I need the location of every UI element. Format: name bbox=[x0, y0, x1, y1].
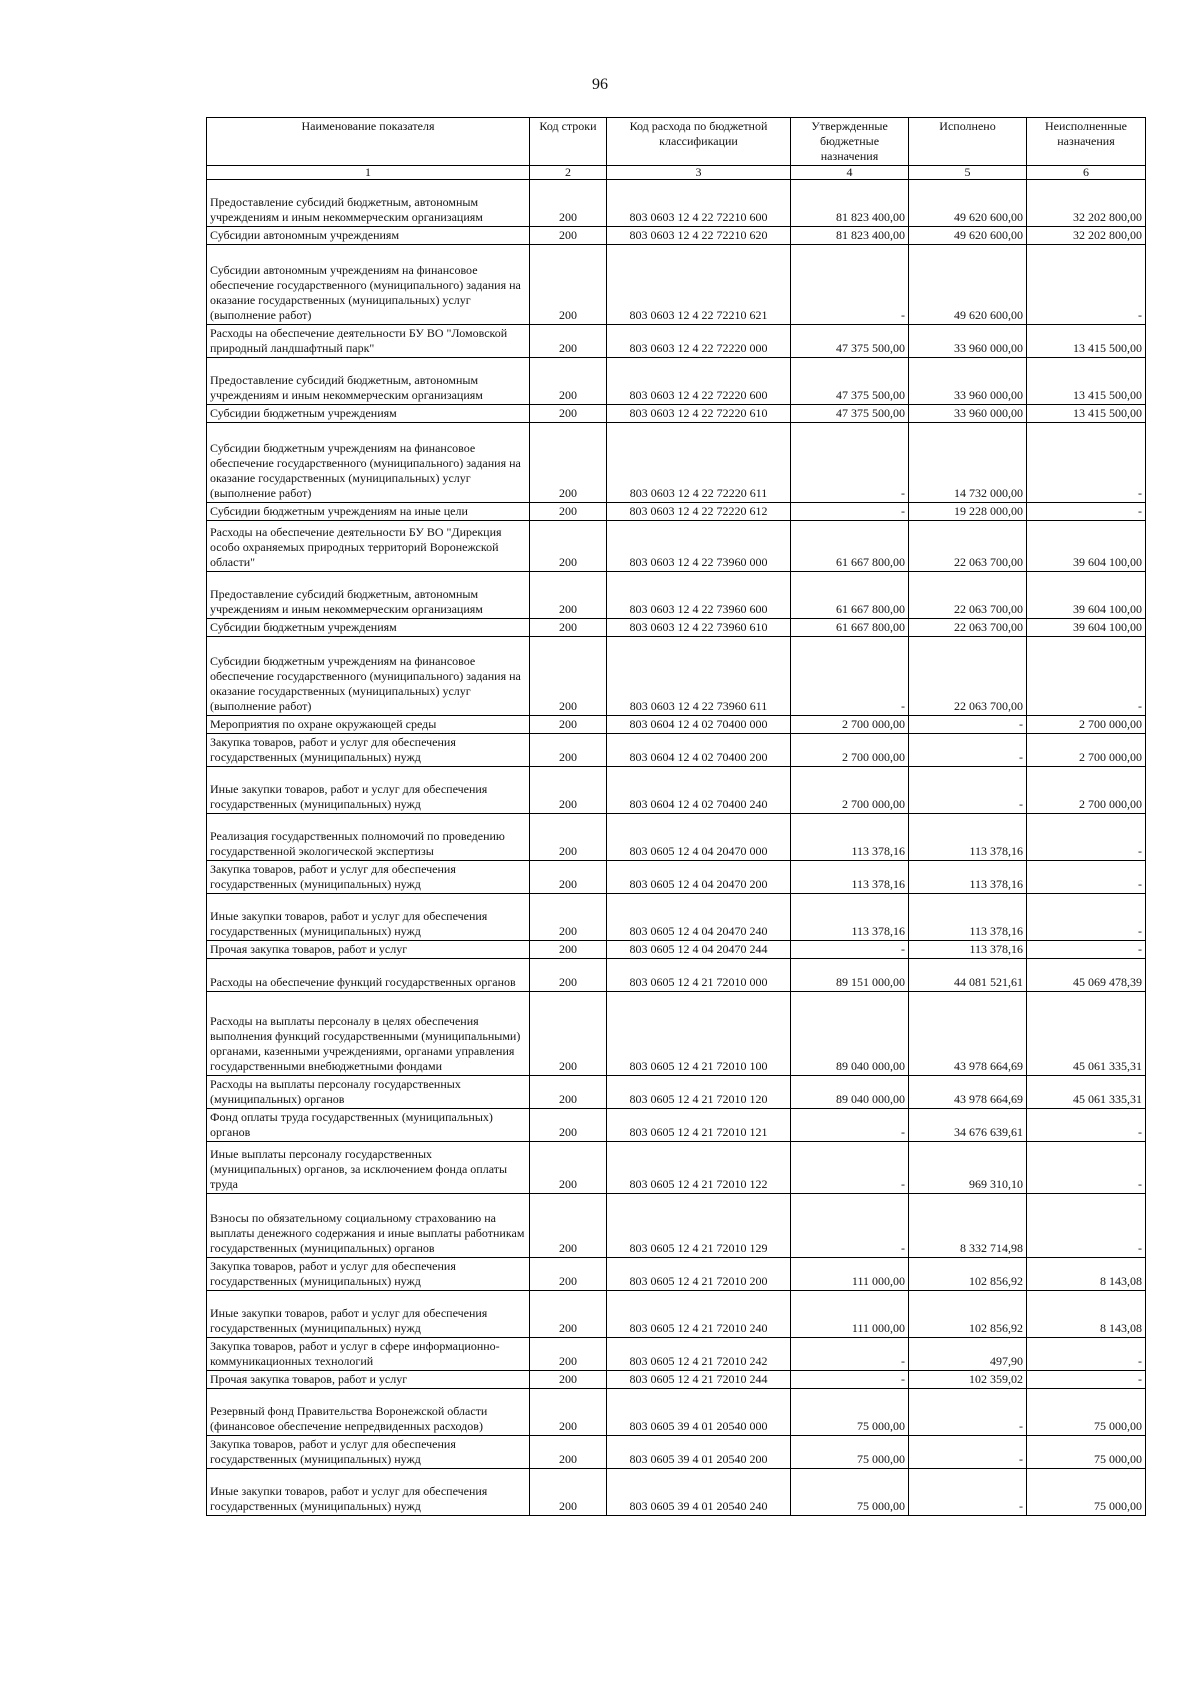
row-budget-code: 803 0605 39 4 01 20540 200 bbox=[607, 1436, 791, 1469]
row-budget-code: 803 0605 12 4 21 72010 000 bbox=[607, 959, 791, 992]
row-budget-code: 803 0603 12 4 22 72220 000 bbox=[607, 325, 791, 358]
row-indicator-name: Предоставление субсидий бюджетным, автономным учреждениям и иным некоммерческим организациям bbox=[207, 572, 530, 619]
row-indicator-name: Предоставление субсидий бюджетным, автономным учреждениям и иным некоммерческим организациям bbox=[207, 358, 530, 405]
row-indicator-name: Прочая закупка товаров, работ и услуг bbox=[207, 941, 530, 959]
row-unexecuted-amount: 45 061 335,31 bbox=[1027, 992, 1146, 1076]
row-line-code: 200 bbox=[530, 1436, 607, 1469]
header-budget-classification-code: Код расхода по бюджетной классификации bbox=[607, 118, 791, 166]
row-line-code: 200 bbox=[530, 767, 607, 814]
row-line-code: 200 bbox=[530, 503, 607, 521]
row-executed-amount: 34 676 639,61 bbox=[909, 1109, 1027, 1142]
table-body bbox=[207, 180, 1146, 1516]
row-executed-amount: 22 063 700,00 bbox=[909, 521, 1027, 572]
table-row bbox=[207, 637, 1146, 716]
table-row bbox=[207, 227, 1146, 245]
row-executed-amount: - bbox=[909, 767, 1027, 814]
row-approved-amount: - bbox=[791, 423, 909, 503]
row-executed-amount: 49 620 600,00 bbox=[909, 227, 1027, 245]
header-executed: Исполнено bbox=[909, 118, 1027, 166]
row-unexecuted-amount: 39 604 100,00 bbox=[1027, 521, 1146, 572]
row-executed-amount: 497,90 bbox=[909, 1338, 1027, 1371]
row-indicator-name: Предоставление субсидий бюджетным, автономным учреждениям и иным некоммерческим организациям bbox=[207, 180, 530, 227]
row-unexecuted-amount: 2 700 000,00 bbox=[1027, 734, 1146, 767]
row-indicator-name: Субсидии автономным учреждениям bbox=[207, 227, 530, 245]
row-approved-amount: - bbox=[791, 1338, 909, 1371]
row-indicator-name: Взносы по обязательному социальному страхованию на выплаты денежного содержания и иные выплаты работникам государственных (муниципальных) органов bbox=[207, 1194, 530, 1258]
row-indicator-name: Иные закупки товаров, работ и услуг для обеспечения государственных (муниципальных) нужд bbox=[207, 894, 530, 941]
row-unexecuted-amount: 8 143,08 bbox=[1027, 1291, 1146, 1338]
row-unexecuted-amount: 32 202 800,00 bbox=[1027, 227, 1146, 245]
table-row bbox=[207, 1291, 1146, 1338]
table-row bbox=[207, 405, 1146, 423]
row-approved-amount: - bbox=[791, 245, 909, 325]
row-approved-amount: 113 378,16 bbox=[791, 894, 909, 941]
row-budget-code: 803 0605 12 4 21 72010 240 bbox=[607, 1291, 791, 1338]
column-number: 4 bbox=[791, 166, 909, 180]
row-executed-amount: 49 620 600,00 bbox=[909, 245, 1027, 325]
row-line-code: 200 bbox=[530, 1291, 607, 1338]
row-unexecuted-amount: - bbox=[1027, 814, 1146, 861]
row-line-code: 200 bbox=[530, 734, 607, 767]
row-unexecuted-amount: - bbox=[1027, 503, 1146, 521]
row-indicator-name: Субсидии бюджетным учреждениям на финансовое обеспечение государственного (муниципального) задания на оказание государственных (муниципальных) услуг (выполнение работ) bbox=[207, 637, 530, 716]
row-budget-code: 803 0605 12 4 04 20470 200 bbox=[607, 861, 791, 894]
row-executed-amount: 113 378,16 bbox=[909, 941, 1027, 959]
row-indicator-name: Субсидии бюджетным учреждениям на иные цели bbox=[207, 503, 530, 521]
header-unexecuted-appropriations: Неисполненные назначения bbox=[1027, 118, 1146, 166]
row-line-code: 200 bbox=[530, 1194, 607, 1258]
row-approved-amount: - bbox=[791, 1371, 909, 1389]
row-line-code: 200 bbox=[530, 180, 607, 227]
row-line-code: 200 bbox=[530, 1469, 607, 1516]
table-row bbox=[207, 1258, 1146, 1291]
row-line-code: 200 bbox=[530, 358, 607, 405]
row-executed-amount: - bbox=[909, 716, 1027, 734]
row-approved-amount: 81 823 400,00 bbox=[791, 180, 909, 227]
row-unexecuted-amount: 45 061 335,31 bbox=[1027, 1076, 1146, 1109]
column-number: 5 bbox=[909, 166, 1027, 180]
table-row bbox=[207, 767, 1146, 814]
row-indicator-name: Расходы на обеспечение деятельности БУ ВО "Ломовской природный ландшафтный парк" bbox=[207, 325, 530, 358]
row-indicator-name: Закупка товаров, работ и услуг для обеспечения государственных (муниципальных) нужд bbox=[207, 1258, 530, 1291]
table-row bbox=[207, 861, 1146, 894]
row-line-code: 200 bbox=[530, 941, 607, 959]
row-approved-amount: 47 375 500,00 bbox=[791, 358, 909, 405]
column-number: 6 bbox=[1027, 166, 1146, 180]
row-unexecuted-amount: 39 604 100,00 bbox=[1027, 572, 1146, 619]
row-line-code: 200 bbox=[530, 637, 607, 716]
row-executed-amount: 22 063 700,00 bbox=[909, 637, 1027, 716]
row-indicator-name: Закупка товаров, работ и услуг в сфере информационно-коммуникационных технологий bbox=[207, 1338, 530, 1371]
row-indicator-name: Мероприятия по охране окружающей среды bbox=[207, 716, 530, 734]
row-executed-amount: 43 978 664,69 bbox=[909, 1076, 1027, 1109]
row-approved-amount: 89 151 000,00 bbox=[791, 959, 909, 992]
table-row bbox=[207, 1389, 1146, 1436]
row-budget-code: 803 0605 12 4 21 72010 122 bbox=[607, 1142, 791, 1194]
row-executed-amount: 33 960 000,00 bbox=[909, 325, 1027, 358]
row-budget-code: 803 0605 12 4 04 20470 244 bbox=[607, 941, 791, 959]
row-executed-amount: 113 378,16 bbox=[909, 814, 1027, 861]
row-unexecuted-amount: - bbox=[1027, 894, 1146, 941]
row-budget-code: 803 0605 12 4 21 72010 120 bbox=[607, 1076, 791, 1109]
row-executed-amount: 43 978 664,69 bbox=[909, 992, 1027, 1076]
row-executed-amount: 49 620 600,00 bbox=[909, 180, 1027, 227]
row-unexecuted-amount: - bbox=[1027, 1109, 1146, 1142]
row-unexecuted-amount: 2 700 000,00 bbox=[1027, 767, 1146, 814]
row-line-code: 200 bbox=[530, 405, 607, 423]
row-line-code: 200 bbox=[530, 959, 607, 992]
row-budget-code: 803 0603 12 4 22 73960 600 bbox=[607, 572, 791, 619]
page-number: 96 bbox=[592, 76, 608, 93]
column-number-row bbox=[207, 166, 1146, 180]
row-executed-amount: - bbox=[909, 1469, 1027, 1516]
row-line-code: 200 bbox=[530, 572, 607, 619]
row-unexecuted-amount: 75 000,00 bbox=[1027, 1389, 1146, 1436]
row-indicator-name: Закупка товаров, работ и услуг для обеспечения государственных (муниципальных) нужд bbox=[207, 861, 530, 894]
row-indicator-name: Расходы на выплаты персоналу в целях обеспечения выполнения функций государственными (муниципальными) органами, казенными учреждениями, органами управления государственными внебюджетными фондами bbox=[207, 992, 530, 1076]
row-indicator-name: Резервный фонд Правительства Воронежской области (финансовое обеспечение непредвиденных расходов) bbox=[207, 1389, 530, 1436]
row-budget-code: 803 0605 12 4 21 72010 242 bbox=[607, 1338, 791, 1371]
row-line-code: 200 bbox=[530, 1371, 607, 1389]
row-executed-amount: 969 310,10 bbox=[909, 1142, 1027, 1194]
row-budget-code: 803 0603 12 4 22 72220 611 bbox=[607, 423, 791, 503]
row-executed-amount: 22 063 700,00 bbox=[909, 572, 1027, 619]
row-budget-code: 803 0605 12 4 21 72010 200 bbox=[607, 1258, 791, 1291]
row-line-code: 200 bbox=[530, 619, 607, 637]
row-budget-code: 803 0603 12 4 22 72210 621 bbox=[607, 245, 791, 325]
row-line-code: 200 bbox=[530, 325, 607, 358]
table-row bbox=[207, 1371, 1146, 1389]
row-executed-amount: 113 378,16 bbox=[909, 894, 1027, 941]
row-budget-code: 803 0603 12 4 22 73960 000 bbox=[607, 521, 791, 572]
row-line-code: 200 bbox=[530, 245, 607, 325]
row-unexecuted-amount: - bbox=[1027, 1371, 1146, 1389]
row-executed-amount: 14 732 000,00 bbox=[909, 423, 1027, 503]
row-budget-code: 803 0603 12 4 22 72220 610 bbox=[607, 405, 791, 423]
table-row bbox=[207, 959, 1146, 992]
row-indicator-name: Расходы на выплаты персоналу государственных (муниципальных) органов bbox=[207, 1076, 530, 1109]
row-unexecuted-amount: - bbox=[1027, 861, 1146, 894]
row-unexecuted-amount: 2 700 000,00 bbox=[1027, 716, 1146, 734]
table-row bbox=[207, 894, 1146, 941]
row-line-code: 200 bbox=[530, 861, 607, 894]
row-budget-code: 803 0605 12 4 21 72010 129 bbox=[607, 1194, 791, 1258]
row-indicator-name: Расходы на обеспечение деятельности БУ ВО "Дирекция особо охраняемых природных территорий Воронежской области" bbox=[207, 521, 530, 572]
row-unexecuted-amount: - bbox=[1027, 637, 1146, 716]
row-approved-amount: 61 667 800,00 bbox=[791, 572, 909, 619]
row-budget-code: 803 0603 12 4 22 72220 600 bbox=[607, 358, 791, 405]
row-indicator-name: Закупка товаров, работ и услуг для обеспечения государственных (муниципальных) нужд bbox=[207, 734, 530, 767]
row-unexecuted-amount: - bbox=[1027, 941, 1146, 959]
table-row bbox=[207, 1076, 1146, 1109]
row-approved-amount: - bbox=[791, 941, 909, 959]
row-unexecuted-amount: 13 415 500,00 bbox=[1027, 358, 1146, 405]
row-budget-code: 803 0605 12 4 21 72010 121 bbox=[607, 1109, 791, 1142]
row-indicator-name: Реализация государственных полномочий по проведению государственной экологической экспертизы bbox=[207, 814, 530, 861]
row-indicator-name: Иные закупки товаров, работ и услуг для обеспечения государственных (муниципальных) нужд bbox=[207, 1291, 530, 1338]
row-unexecuted-amount: 32 202 800,00 bbox=[1027, 180, 1146, 227]
table-row bbox=[207, 1142, 1146, 1194]
row-executed-amount: 33 960 000,00 bbox=[909, 358, 1027, 405]
row-indicator-name: Иные закупки товаров, работ и услуг для обеспечения государственных (муниципальных) нужд bbox=[207, 767, 530, 814]
row-indicator-name: Субсидии бюджетным учреждениям на финансовое обеспечение государственного (муниципального) задания на оказание государственных (муниципальных) услуг (выполнение работ) bbox=[207, 423, 530, 503]
row-approved-amount: - bbox=[791, 1194, 909, 1258]
column-number: 2 bbox=[530, 166, 607, 180]
row-executed-amount: 33 960 000,00 bbox=[909, 405, 1027, 423]
row-budget-code: 803 0605 12 4 04 20470 000 bbox=[607, 814, 791, 861]
row-executed-amount: 113 378,16 bbox=[909, 861, 1027, 894]
row-approved-amount: 113 378,16 bbox=[791, 861, 909, 894]
row-budget-code: 803 0605 39 4 01 20540 000 bbox=[607, 1389, 791, 1436]
row-budget-code: 803 0603 12 4 22 73960 610 bbox=[607, 619, 791, 637]
header-line-code: Код строки bbox=[530, 118, 607, 166]
row-unexecuted-amount: 13 415 500,00 bbox=[1027, 325, 1146, 358]
row-approved-amount: 2 700 000,00 bbox=[791, 716, 909, 734]
row-indicator-name: Расходы на обеспечение функций государственных органов bbox=[207, 959, 530, 992]
row-approved-amount: 47 375 500,00 bbox=[791, 325, 909, 358]
row-indicator-name: Иные закупки товаров, работ и услуг для обеспечения государственных (муниципальных) нужд bbox=[207, 1469, 530, 1516]
row-unexecuted-amount: 75 000,00 bbox=[1027, 1469, 1146, 1516]
column-number: 1 bbox=[207, 166, 530, 180]
row-budget-code: 803 0605 39 4 01 20540 240 bbox=[607, 1469, 791, 1516]
row-approved-amount: 81 823 400,00 bbox=[791, 227, 909, 245]
row-line-code: 200 bbox=[530, 1109, 607, 1142]
row-indicator-name: Субсидии автономным учреждениям на финансовое обеспечение государственного (муниципального) задания на оказание государственных (муниципальных) услуг (выполнение работ) bbox=[207, 245, 530, 325]
row-budget-code: 803 0605 12 4 04 20470 240 bbox=[607, 894, 791, 941]
table-row bbox=[207, 1436, 1146, 1469]
row-executed-amount: 44 081 521,61 bbox=[909, 959, 1027, 992]
row-approved-amount: 61 667 800,00 bbox=[791, 521, 909, 572]
row-approved-amount: 111 000,00 bbox=[791, 1258, 909, 1291]
table-row bbox=[207, 423, 1146, 503]
row-budget-code: 803 0605 12 4 21 72010 244 bbox=[607, 1371, 791, 1389]
row-budget-code: 803 0604 12 4 02 70400 200 bbox=[607, 734, 791, 767]
row-line-code: 200 bbox=[530, 1258, 607, 1291]
row-unexecuted-amount: 45 069 478,39 bbox=[1027, 959, 1146, 992]
row-approved-amount: - bbox=[791, 637, 909, 716]
column-number: 3 bbox=[607, 166, 791, 180]
table-row bbox=[207, 941, 1146, 959]
row-approved-amount: 2 700 000,00 bbox=[791, 734, 909, 767]
row-approved-amount: 75 000,00 bbox=[791, 1389, 909, 1436]
table-row bbox=[207, 716, 1146, 734]
row-executed-amount: - bbox=[909, 1436, 1027, 1469]
table-row bbox=[207, 734, 1146, 767]
row-line-code: 200 bbox=[530, 1142, 607, 1194]
table-row bbox=[207, 503, 1146, 521]
row-line-code: 200 bbox=[530, 1389, 607, 1436]
table-row bbox=[207, 245, 1146, 325]
table-row bbox=[207, 992, 1146, 1076]
row-unexecuted-amount: 13 415 500,00 bbox=[1027, 405, 1146, 423]
row-budget-code: 803 0603 12 4 22 72220 612 bbox=[607, 503, 791, 521]
row-executed-amount: 102 856,92 bbox=[909, 1291, 1027, 1338]
header-approved-appropriations: Утвержденные бюджетные назначения bbox=[791, 118, 909, 166]
table-row bbox=[207, 1194, 1146, 1258]
header-indicator-name: Наименование показателя bbox=[207, 118, 530, 166]
row-budget-code: 803 0603 12 4 22 72210 620 bbox=[607, 227, 791, 245]
row-line-code: 200 bbox=[530, 521, 607, 572]
row-unexecuted-amount: 8 143,08 bbox=[1027, 1258, 1146, 1291]
table-header-row bbox=[207, 118, 1146, 166]
row-unexecuted-amount: - bbox=[1027, 423, 1146, 503]
row-approved-amount: 2 700 000,00 bbox=[791, 767, 909, 814]
row-approved-amount: - bbox=[791, 1142, 909, 1194]
row-line-code: 200 bbox=[530, 814, 607, 861]
row-approved-amount: 61 667 800,00 bbox=[791, 619, 909, 637]
row-budget-code: 803 0603 12 4 22 73960 611 bbox=[607, 637, 791, 716]
table-row bbox=[207, 521, 1146, 572]
budget-execution-table bbox=[206, 117, 1146, 1516]
row-unexecuted-amount: 75 000,00 bbox=[1027, 1436, 1146, 1469]
row-unexecuted-amount: - bbox=[1027, 1194, 1146, 1258]
table-row bbox=[207, 358, 1146, 405]
row-executed-amount: 102 856,92 bbox=[909, 1258, 1027, 1291]
row-executed-amount: 8 332 714,98 bbox=[909, 1194, 1027, 1258]
row-unexecuted-amount: 39 604 100,00 bbox=[1027, 619, 1146, 637]
table-row bbox=[207, 572, 1146, 619]
row-budget-code: 803 0604 12 4 02 70400 000 bbox=[607, 716, 791, 734]
table-row bbox=[207, 1469, 1146, 1516]
row-line-code: 200 bbox=[530, 1338, 607, 1371]
row-approved-amount: - bbox=[791, 503, 909, 521]
row-indicator-name: Фонд оплаты труда государственных (муниципальных) органов bbox=[207, 1109, 530, 1142]
row-unexecuted-amount: - bbox=[1027, 1142, 1146, 1194]
row-approved-amount: 89 040 000,00 bbox=[791, 1076, 909, 1109]
row-indicator-name: Закупка товаров, работ и услуг для обеспечения государственных (муниципальных) нужд bbox=[207, 1436, 530, 1469]
row-approved-amount: 75 000,00 bbox=[791, 1469, 909, 1516]
row-line-code: 200 bbox=[530, 716, 607, 734]
row-indicator-name: Субсидии бюджетным учреждениям bbox=[207, 619, 530, 637]
row-executed-amount: - bbox=[909, 734, 1027, 767]
row-approved-amount: - bbox=[791, 1109, 909, 1142]
row-unexecuted-amount: - bbox=[1027, 245, 1146, 325]
table-row bbox=[207, 1338, 1146, 1371]
row-approved-amount: 111 000,00 bbox=[791, 1291, 909, 1338]
table-row bbox=[207, 325, 1146, 358]
row-executed-amount: - bbox=[909, 1389, 1027, 1436]
row-approved-amount: 47 375 500,00 bbox=[791, 405, 909, 423]
table-row bbox=[207, 180, 1146, 227]
row-indicator-name: Прочая закупка товаров, работ и услуг bbox=[207, 1371, 530, 1389]
row-budget-code: 803 0605 12 4 21 72010 100 bbox=[607, 992, 791, 1076]
row-executed-amount: 102 359,02 bbox=[909, 1371, 1027, 1389]
row-line-code: 200 bbox=[530, 992, 607, 1076]
row-approved-amount: 113 378,16 bbox=[791, 814, 909, 861]
row-approved-amount: 75 000,00 bbox=[791, 1436, 909, 1469]
row-executed-amount: 22 063 700,00 bbox=[909, 619, 1027, 637]
row-line-code: 200 bbox=[530, 227, 607, 245]
row-line-code: 200 bbox=[530, 894, 607, 941]
row-executed-amount: 19 228 000,00 bbox=[909, 503, 1027, 521]
row-line-code: 200 bbox=[530, 423, 607, 503]
table-row bbox=[207, 1109, 1146, 1142]
row-approved-amount: 89 040 000,00 bbox=[791, 992, 909, 1076]
row-budget-code: 803 0604 12 4 02 70400 240 bbox=[607, 767, 791, 814]
row-budget-code: 803 0603 12 4 22 72210 600 bbox=[607, 180, 791, 227]
table-row bbox=[207, 619, 1146, 637]
row-indicator-name: Субсидии бюджетным учреждениям bbox=[207, 405, 530, 423]
table-row bbox=[207, 814, 1146, 861]
row-unexecuted-amount: - bbox=[1027, 1338, 1146, 1371]
row-line-code: 200 bbox=[530, 1076, 607, 1109]
row-indicator-name: Иные выплаты персоналу государственных (муниципальных) органов, за исключением фонда оплаты труда bbox=[207, 1142, 530, 1194]
